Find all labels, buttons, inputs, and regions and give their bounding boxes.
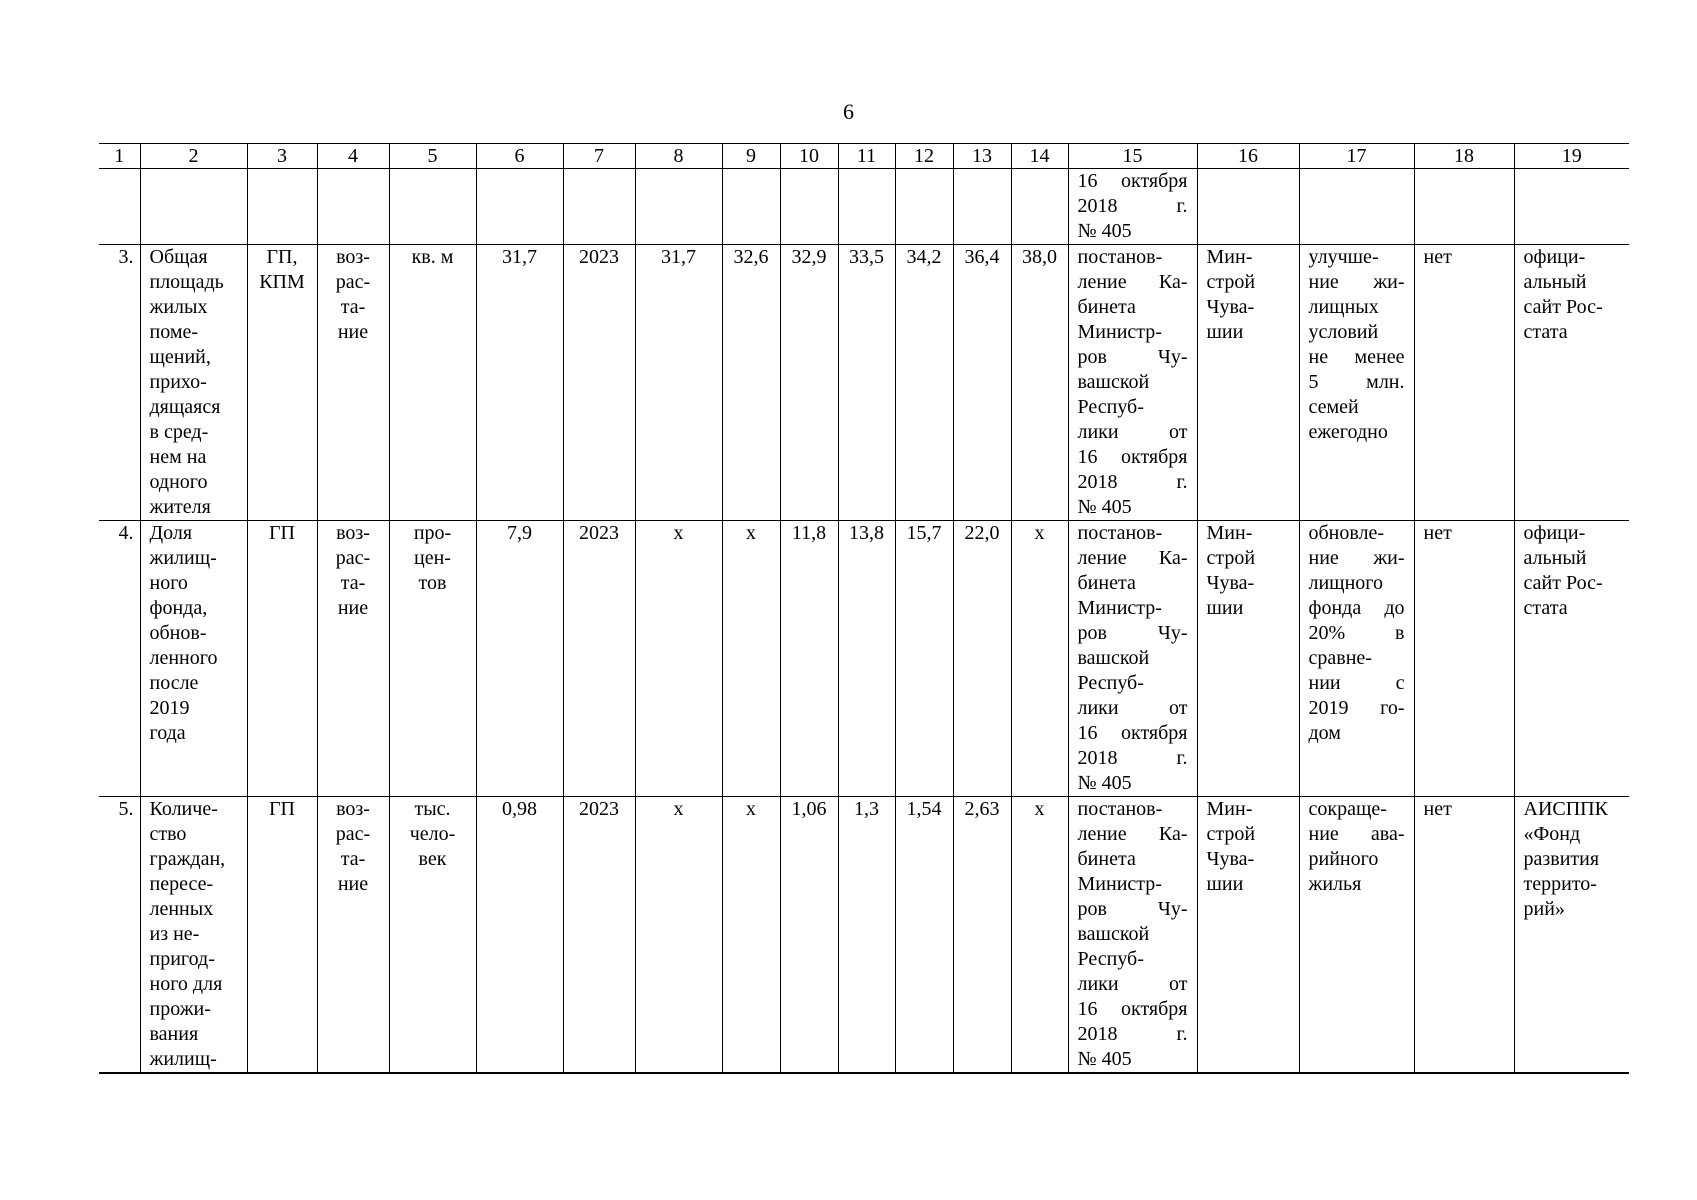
page-number: 6 [843, 99, 854, 124]
cell-line: развития [1523, 848, 1600, 870]
row-number: 3. [99, 245, 140, 521]
cell-line: бинета [1077, 296, 1136, 318]
cell-line: ление Ка- [1077, 823, 1188, 845]
value-v10: 11,8 [780, 521, 838, 797]
header-cell-11: 11 [838, 144, 895, 169]
cell-line: Мин- [1206, 246, 1253, 268]
value-v12: 15,7 [895, 521, 953, 797]
cell-line: лики от [1077, 697, 1188, 719]
cell-line: улучше- [1308, 246, 1379, 268]
cell-line: жилых [149, 296, 208, 318]
continuation-cell-16 [1197, 169, 1299, 245]
indicator-name [140, 797, 247, 1074]
cell-line: альный [1523, 271, 1587, 293]
continuation-cell-18 [1414, 169, 1514, 245]
cell-line: ров Чу- [1077, 622, 1188, 644]
continuation-cell-2 [140, 169, 247, 245]
cell-line: рас- [335, 547, 371, 569]
cell-line: Чува- [1206, 572, 1255, 594]
cell-line: лищных [1308, 296, 1379, 318]
cell-line: офици- [1523, 246, 1586, 268]
flag: нет [1414, 797, 1514, 1074]
indicators-table [99, 143, 1629, 1074]
continuation-cell-11 [838, 169, 895, 245]
value-v11: 13,8 [838, 521, 895, 797]
cell-line: пригод- [149, 948, 215, 970]
header-cell-18: 18 [1414, 144, 1514, 169]
document-ref [1068, 521, 1197, 797]
cell-line: 20% в [1308, 622, 1405, 644]
table-row [99, 245, 1629, 521]
program-level [247, 797, 317, 1074]
cell-line: Министр- [1077, 873, 1162, 895]
cell-line: ленного [149, 647, 218, 669]
cell-line: ство [149, 823, 187, 845]
cell-line: ного для [149, 973, 223, 995]
cell-line: ленных [149, 898, 214, 920]
header-cell-9: 9 [722, 144, 780, 169]
cell-line: в сред- [149, 421, 209, 443]
header-cell-15: 15 [1068, 144, 1197, 169]
cell-line: семей [1308, 396, 1359, 418]
unit [389, 797, 476, 1074]
cell-line: террито- [1523, 873, 1597, 895]
value-v9: х [722, 521, 780, 797]
cell-line: ров Чу- [1077, 346, 1188, 368]
cell-line: вашской [1077, 923, 1150, 945]
cell-line: обнов- [149, 622, 207, 644]
program-level [247, 245, 317, 521]
value-base-value: 31,7 [476, 245, 563, 521]
cell-line: строй [1206, 271, 1256, 293]
value-v8: 31,7 [635, 245, 722, 521]
cell-line: 2018 г. [1077, 1023, 1188, 1045]
cell-line: век [418, 848, 447, 870]
cell-line: офици- [1523, 522, 1586, 544]
value-v14: х [1011, 797, 1068, 1074]
cell-line: АИСППК [1523, 798, 1608, 820]
cell-line: постанов- [1077, 246, 1163, 268]
continuation-cell-3 [247, 169, 317, 245]
cell-line: ГП [268, 522, 295, 544]
cell-line: Количе- [149, 798, 218, 820]
cell-line: ние [337, 873, 369, 895]
cell-line: стата [1523, 321, 1568, 343]
cell-line: ние жи- [1308, 547, 1405, 569]
cell-line: Респуб- [1077, 672, 1144, 694]
cell-line: рийного [1308, 848, 1379, 870]
cell-line: ние жи- [1308, 271, 1405, 293]
value-v10: 1,06 [780, 797, 838, 1074]
continuation-cell-17 [1299, 169, 1414, 245]
cell-line: кв. м [411, 246, 454, 268]
cell-line: воз- [336, 798, 370, 820]
cell-line: «Фонд [1523, 823, 1581, 845]
cell-line: Чува- [1206, 848, 1255, 870]
continuation-cell-15 [1068, 169, 1197, 245]
cell-line: нем на [149, 446, 207, 468]
trend-type [317, 797, 389, 1074]
header-cell-8: 8 [635, 144, 722, 169]
cell-line: воз- [336, 246, 370, 268]
cell-line: граждан, [149, 848, 226, 870]
cell-line: 16 октября [1077, 170, 1188, 192]
cell-line: ние [337, 321, 369, 343]
cell-line: № 405 [1077, 1048, 1132, 1070]
value-v8: х [635, 797, 722, 1074]
value-v8: х [635, 521, 722, 797]
cell-line: 16 октября [1077, 446, 1188, 468]
value-v11: 33,5 [838, 245, 895, 521]
header-cell-10: 10 [780, 144, 838, 169]
header-cell-7: 7 [563, 144, 635, 169]
header-cell-14: 14 [1011, 144, 1068, 169]
continuation-cell-8 [635, 169, 722, 245]
cell-line: вашской [1077, 371, 1150, 393]
cell-line: сайт Рос- [1523, 572, 1603, 594]
cell-line: обновле- [1308, 522, 1385, 544]
table-row [99, 521, 1629, 797]
cell-line: пересе- [149, 873, 214, 895]
value-v12: 34,2 [895, 245, 953, 521]
trend-type [317, 521, 389, 797]
unit [389, 521, 476, 797]
cell-line: № 405 [1077, 220, 1132, 242]
cell-line: лики от [1077, 973, 1188, 995]
continuation-cell-4 [317, 169, 389, 245]
cell-line: лищного [1308, 572, 1383, 594]
cell-line: одного [149, 471, 208, 493]
cell-line: альный [1523, 547, 1587, 569]
value-v10: 32,9 [780, 245, 838, 521]
value-v9: х [722, 797, 780, 1074]
header-cell-13: 13 [953, 144, 1011, 169]
cell-line: ГП [268, 798, 295, 820]
cell-line: 5 млн. [1308, 371, 1405, 393]
cell-line: тыс. [414, 798, 451, 820]
indicator-name [140, 245, 247, 521]
cell-line: ление Ка- [1077, 547, 1188, 569]
flag: нет [1414, 521, 1514, 797]
cell-line: площадь [149, 271, 224, 293]
value-v13: 22,0 [953, 521, 1011, 797]
cell-line: чело- [409, 823, 456, 845]
cell-line: ного [149, 572, 188, 594]
cell-line: постанов- [1077, 522, 1163, 544]
cell-line: 2019 го- [1308, 697, 1405, 719]
cell-line: шии [1206, 597, 1244, 619]
header-cell-2: 2 [140, 144, 247, 169]
cell-line: вания [149, 1023, 199, 1045]
cell-line: Мин- [1206, 522, 1253, 544]
header-cell-4: 4 [317, 144, 389, 169]
value-v14: х [1011, 521, 1068, 797]
value-base-year: 2023 [563, 521, 635, 797]
cell-line: щений, [149, 346, 211, 368]
cell-line: сравне- [1308, 647, 1372, 669]
cell-line: № 405 [1077, 772, 1132, 794]
header-cell-17: 17 [1299, 144, 1414, 169]
cell-line: про- [413, 522, 452, 544]
cell-line: ние ава- [1308, 823, 1405, 845]
cell-line: строй [1206, 547, 1256, 569]
cell-line: сокраще- [1308, 798, 1387, 820]
cell-line: вашской [1077, 647, 1150, 669]
cell-line: сайт Рос- [1523, 296, 1603, 318]
cell-line: лики от [1077, 421, 1188, 443]
continuation-row [99, 169, 1629, 245]
cell-line: КПМ [259, 271, 305, 293]
cell-line: прихо- [149, 371, 207, 393]
continuation-cell-5 [389, 169, 476, 245]
cell-line: жителя [149, 496, 211, 518]
value-base-value: 0,98 [476, 797, 563, 1074]
continuation-cell-12 [895, 169, 953, 245]
cell-line: 16 октября [1077, 722, 1188, 744]
cell-line: строй [1206, 823, 1256, 845]
cell-line: 2018 г. [1077, 747, 1188, 769]
goal-text [1299, 797, 1414, 1074]
goal-text [1299, 521, 1414, 797]
cell-line: рас- [335, 271, 371, 293]
header-cell-12: 12 [895, 144, 953, 169]
cell-line: рас- [335, 823, 371, 845]
cell-line: фонда, [149, 597, 208, 619]
value-base-year: 2023 [563, 245, 635, 521]
responsible-body [1197, 521, 1299, 797]
flag: нет [1414, 245, 1514, 521]
header-cell-1: 1 [99, 144, 140, 169]
value-v14: 38,0 [1011, 245, 1068, 521]
cell-line: Мин- [1206, 798, 1253, 820]
cell-line: жилищ- [149, 547, 217, 569]
value-v13: 36,4 [953, 245, 1011, 521]
data-source [1514, 797, 1629, 1074]
cell-line: № 405 [1077, 496, 1132, 518]
data-source [1514, 245, 1629, 521]
cell-line: года [149, 722, 186, 744]
cell-line: Министр- [1077, 321, 1162, 343]
cell-line: нии с [1308, 672, 1405, 694]
cell-line: ГП, [266, 246, 298, 268]
cell-line: стата [1523, 597, 1568, 619]
continuation-cell-10 [780, 169, 838, 245]
header-cell-3: 3 [247, 144, 317, 169]
table-row [99, 797, 1629, 1074]
unit [389, 245, 476, 521]
cell-line: после [149, 672, 199, 694]
value-v9: 32,6 [722, 245, 780, 521]
cell-line: бинета [1077, 572, 1136, 594]
cell-line: фонда до [1308, 597, 1405, 619]
header-cell-6: 6 [476, 144, 563, 169]
header-cell-16: 16 [1197, 144, 1299, 169]
responsible-body [1197, 245, 1299, 521]
responsible-body [1197, 797, 1299, 1074]
cell-line: 2018 г. [1077, 195, 1188, 217]
cell-line: 16 октября [1077, 998, 1188, 1020]
data-source [1514, 521, 1629, 797]
value-v12: 1,54 [895, 797, 953, 1074]
cell-line: шии [1206, 321, 1244, 343]
cell-line: дящаяся [149, 396, 221, 418]
value-v13: 2,63 [953, 797, 1011, 1074]
cell-line: Министр- [1077, 597, 1162, 619]
cell-line: дом [1308, 722, 1341, 744]
cell-line: ние [337, 597, 369, 619]
cell-line: поме- [149, 321, 199, 343]
value-v11: 1,3 [838, 797, 895, 1074]
document-ref [1068, 245, 1197, 521]
cell-line: Чува- [1206, 296, 1255, 318]
cell-line: ров Чу- [1077, 898, 1188, 920]
cell-line: не менее [1308, 346, 1405, 368]
value-base-value: 7,9 [476, 521, 563, 797]
continuation-cell-13 [953, 169, 1011, 245]
continuation-cell-14 [1011, 169, 1068, 245]
cell-line: цен- [414, 547, 451, 569]
continuation-cell-7 [563, 169, 635, 245]
cell-line: ление Ка- [1077, 271, 1188, 293]
cell-line: Доля [149, 522, 193, 544]
cell-line: бинета [1077, 848, 1136, 870]
continuation-cell-6 [476, 169, 563, 245]
cell-line: та- [340, 848, 366, 870]
cell-line: из не- [149, 923, 200, 945]
column-number-header [99, 144, 1629, 169]
row-number: 4. [99, 521, 140, 797]
row-number: 5. [99, 797, 140, 1074]
cell-line: условий [1308, 321, 1379, 343]
header-cell-5: 5 [389, 144, 476, 169]
cell-line: Общая [149, 246, 208, 268]
cell-line: воз- [336, 522, 370, 544]
cell-line: жилья [1308, 873, 1362, 895]
cell-line: прожи- [149, 998, 211, 1020]
cell-line: шии [1206, 873, 1244, 895]
program-level [247, 521, 317, 797]
cell-line: постанов- [1077, 798, 1163, 820]
value-base-year: 2023 [563, 797, 635, 1074]
header-cell-19: 19 [1514, 144, 1629, 169]
indicator-name [140, 521, 247, 797]
continuation-cell-1 [99, 169, 140, 245]
cell-line: жилищ- [149, 1048, 217, 1070]
continuation-cell-9 [722, 169, 780, 245]
cell-line: та- [340, 296, 366, 318]
cell-line: рий» [1523, 898, 1565, 920]
cell-line: Респуб- [1077, 396, 1144, 418]
document-ref [1068, 797, 1197, 1074]
cell-line: тов [418, 572, 447, 594]
cell-line: та- [340, 572, 366, 594]
continuation-cell-19 [1514, 169, 1629, 245]
cell-line: ежегодно [1308, 421, 1388, 443]
cell-line: Респуб- [1077, 948, 1144, 970]
goal-text [1299, 245, 1414, 521]
cell-line: 2019 [149, 697, 190, 719]
cell-line: 2018 г. [1077, 471, 1188, 493]
trend-type [317, 245, 389, 521]
